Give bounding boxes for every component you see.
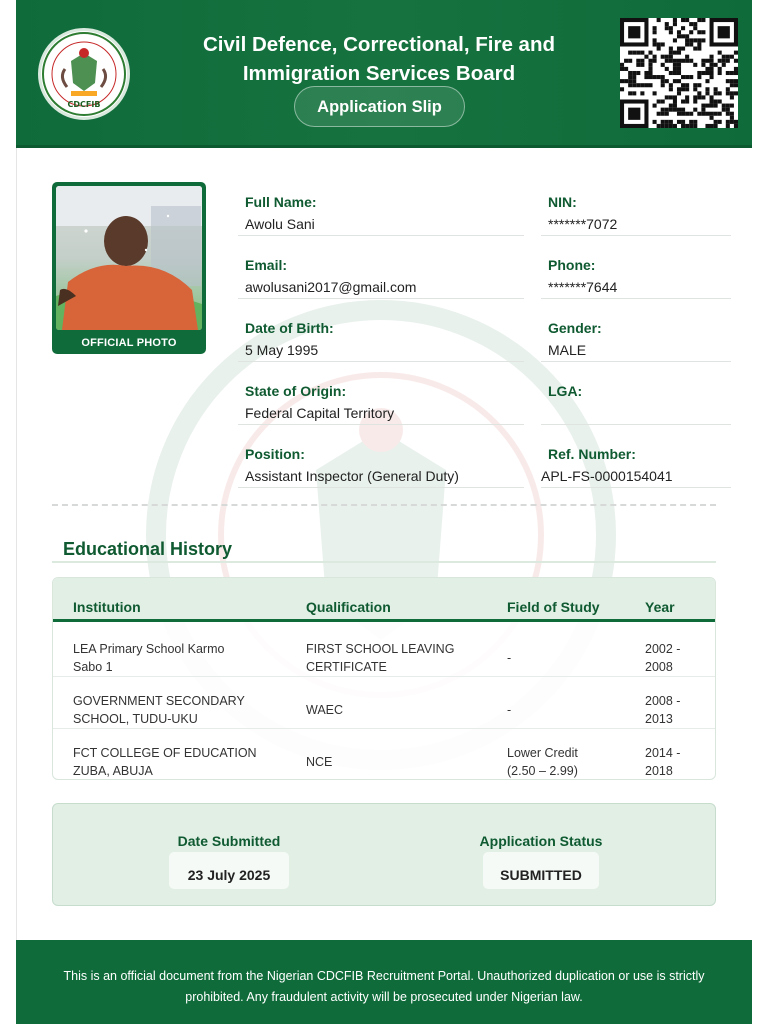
official-photo-label: OFFICIAL PHOTO bbox=[81, 337, 177, 349]
email-label: Email: bbox=[245, 257, 288, 273]
ref-number-field bbox=[541, 446, 731, 488]
application-slip-page bbox=[16, 0, 752, 1024]
full-name-label: Full Name: bbox=[245, 194, 317, 210]
phone-field bbox=[541, 257, 731, 299]
nin-label: NIN: bbox=[548, 194, 577, 210]
cell-institution: FCT COLLEGE OF EDUCATION ZUBA, ABUJA bbox=[73, 746, 257, 778]
full-name-value: Awolu Sani bbox=[245, 216, 315, 232]
dob-value: 5 May 1995 bbox=[245, 342, 319, 358]
table-row bbox=[53, 729, 716, 780]
dob-label: Date of Birth: bbox=[245, 320, 334, 336]
table-row bbox=[53, 677, 716, 729]
cell-year: 2008 - 2013 bbox=[645, 694, 681, 726]
footer-banner bbox=[16, 940, 752, 1024]
column-header-year: Year bbox=[645, 599, 675, 615]
state-of-origin-value: Federal Capital Territory bbox=[245, 405, 395, 421]
nin-field bbox=[541, 194, 731, 236]
gender-value: MALE bbox=[548, 342, 587, 358]
cell-year: 2002 - 2008 bbox=[645, 642, 681, 674]
lga-label: LGA: bbox=[548, 383, 583, 399]
submission-status-box bbox=[52, 803, 716, 906]
cell-field-of-study: - bbox=[507, 651, 512, 665]
application-status-label: Application Status bbox=[479, 833, 603, 849]
column-header-field-of-study: Field of Study bbox=[507, 599, 600, 615]
cell-qualification: NCE bbox=[306, 755, 333, 769]
email-value: awolusani2017@gmail.com bbox=[245, 279, 417, 295]
education-table bbox=[52, 577, 716, 780]
cell-year: 2014 - 2018 bbox=[645, 746, 681, 778]
dashed-divider bbox=[52, 504, 716, 506]
education-table-header bbox=[53, 578, 716, 622]
header-banner bbox=[16, 0, 752, 148]
nin-value: *******7072 bbox=[548, 216, 618, 232]
educational-history-heading: Educational History bbox=[63, 539, 233, 559]
cell-field-of-study: Lower Credit (2.50 – 2.99) bbox=[507, 746, 578, 778]
state-of-origin-field bbox=[238, 383, 524, 425]
column-header-institution: Institution bbox=[73, 599, 141, 615]
footer-disclaimer: This is an official document from the Nigerian CDCFIB Recruitment Portal. Unauthorized duplication or use is strictly prohibited. Any fraudulent activity will be prosecuted under Nigerian law. bbox=[63, 969, 705, 1004]
lga-field bbox=[541, 383, 731, 425]
ref-number-label: Ref. Number: bbox=[548, 446, 636, 462]
svg-text:CDCFIB: CDCFIB bbox=[67, 100, 101, 109]
qr-code-icon bbox=[620, 18, 738, 128]
date-submitted-label: Date Submitted bbox=[177, 833, 281, 849]
official-photo-card bbox=[52, 182, 206, 354]
position-label: Position: bbox=[245, 446, 305, 462]
application-slip-badge: Application Slip bbox=[294, 86, 465, 127]
board-title: Civil Defence, Correctional, Fire and Immigration Services Board bbox=[202, 33, 555, 85]
applicant-photo bbox=[56, 186, 202, 330]
ref-number-value: APL-FS-0000154041 bbox=[541, 468, 673, 484]
column-header-qualification: Qualification bbox=[306, 599, 391, 615]
cell-institution: LEA Primary School Karmo Sabo 1 bbox=[73, 642, 225, 674]
gender-field bbox=[541, 320, 731, 362]
position-value: Assistant Inspector (General Duty) bbox=[245, 468, 459, 484]
phone-value: *******7644 bbox=[548, 279, 618, 295]
application-status-value: SUBMITTED bbox=[483, 852, 599, 889]
dob-field bbox=[238, 320, 524, 362]
cell-qualification: WAEC bbox=[306, 703, 344, 717]
table-row bbox=[53, 625, 716, 677]
email-field bbox=[238, 257, 524, 299]
cdcfib-logo bbox=[38, 28, 130, 120]
gender-label: Gender: bbox=[548, 320, 602, 336]
cell-institution: GOVERNMENT SECONDARY SCHOOL, TUDU-UKU bbox=[73, 694, 245, 726]
date-submitted-value: 23 July 2025 bbox=[169, 852, 289, 889]
position-field bbox=[238, 446, 524, 488]
cell-qualification: FIRST SCHOOL LEAVING CERTIFICATE bbox=[306, 642, 455, 674]
cell-field-of-study: - bbox=[507, 703, 512, 717]
section-underline bbox=[52, 561, 716, 563]
full-name-field bbox=[238, 194, 524, 236]
phone-label: Phone: bbox=[548, 257, 596, 273]
state-of-origin-label: State of Origin: bbox=[245, 383, 347, 399]
